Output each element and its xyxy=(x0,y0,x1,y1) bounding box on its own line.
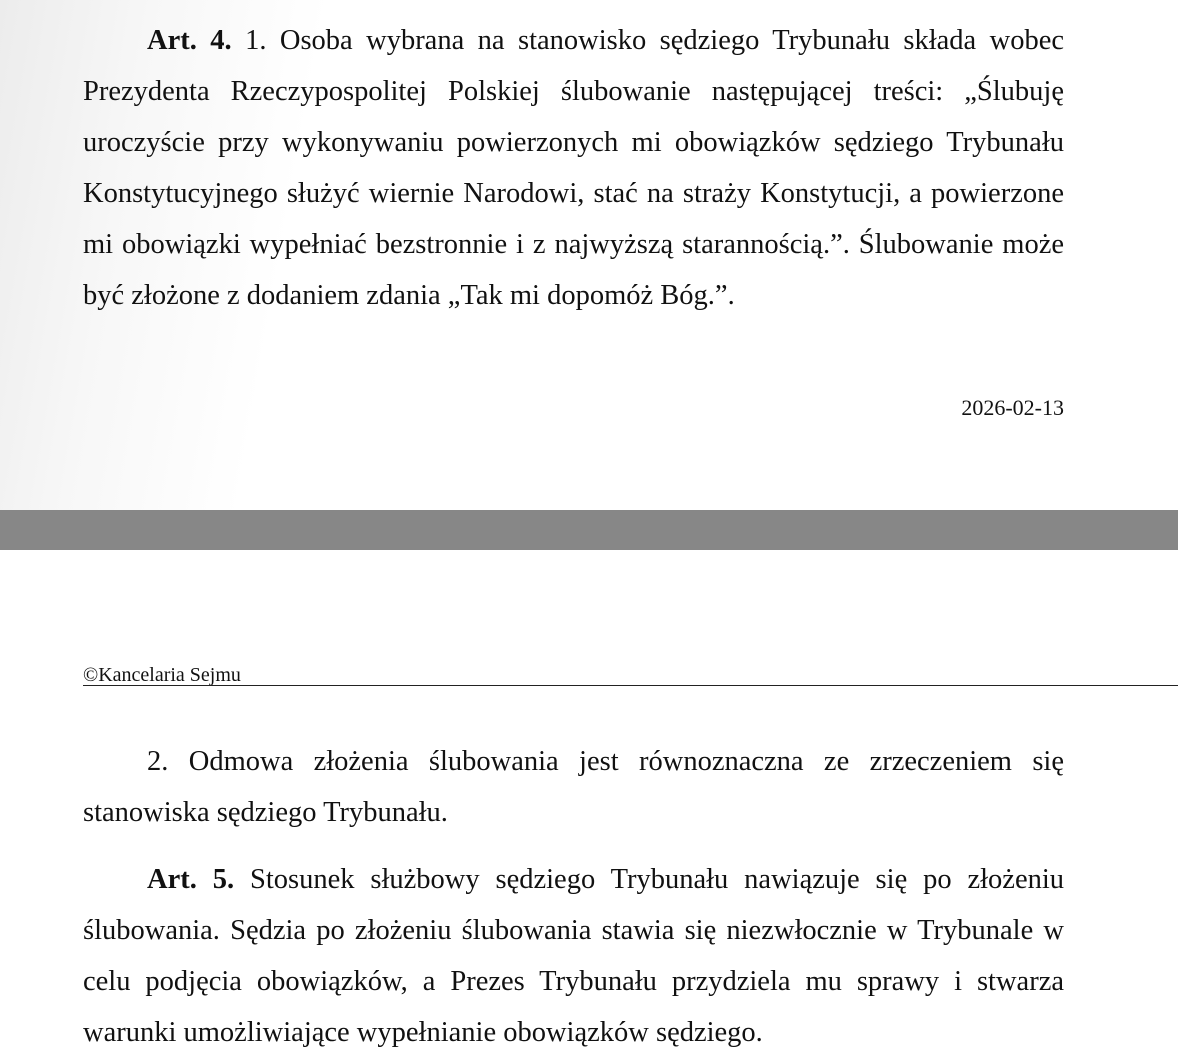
document-page-top xyxy=(0,0,1178,510)
page-separator xyxy=(0,510,1178,550)
article-5 xyxy=(83,854,1064,1058)
document-date: 2026-02-13 xyxy=(961,395,1064,420)
document-page-bottom xyxy=(0,550,1178,1058)
article-4-paragraph-2 xyxy=(83,736,1064,838)
article-5-label: Art. 5. xyxy=(147,864,235,895)
copyright-footer: ©Kancelaria Sejmu xyxy=(83,664,241,686)
article-4-text: 1. Osoba wybrana na stanowisko sędziego Trybunału składa wobec Prezydenta Rzeczypospolitej Polskiej ślubowanie następującej treści: „Ślubuję uroczyście przy wykonywaniu powierzonych mi obowiązków sędziego Trybunału Konstytucyjnego służyć wiernie Narodowi, stać na straży Konstytucji, a powierzone mi obowiązki wypełniać bezstronnie i z najwyższą starannością.”. Ślubowanie może być złożone z dodaniem zdania „Tak mi dopomóż Bóg.”. xyxy=(83,25,1064,311)
article-4-paragraph-2-text: 2. Odmowa złożenia ślubowania jest równoznaczna ze zrzeczeniem się stanowiska sędziego Trybunału. xyxy=(83,746,1064,828)
footer-divider xyxy=(83,685,1178,686)
article-5-text: Stosunek służbowy sędziego Trybunału nawiązuje się po złożeniu ślubowania. Sędzia po złożeniu ślubowania stawia się niezwłocznie w Trybunale w celu podjęcia obowiązków, a Prezes Trybunału przydziela mu sprawy i stwarza warunki umożliwiające wypełnianie obowiązków sędziego. xyxy=(83,864,1065,1048)
article-4-label: Art. 4. xyxy=(147,25,232,56)
article-4-paragraph-1 xyxy=(83,15,1064,321)
